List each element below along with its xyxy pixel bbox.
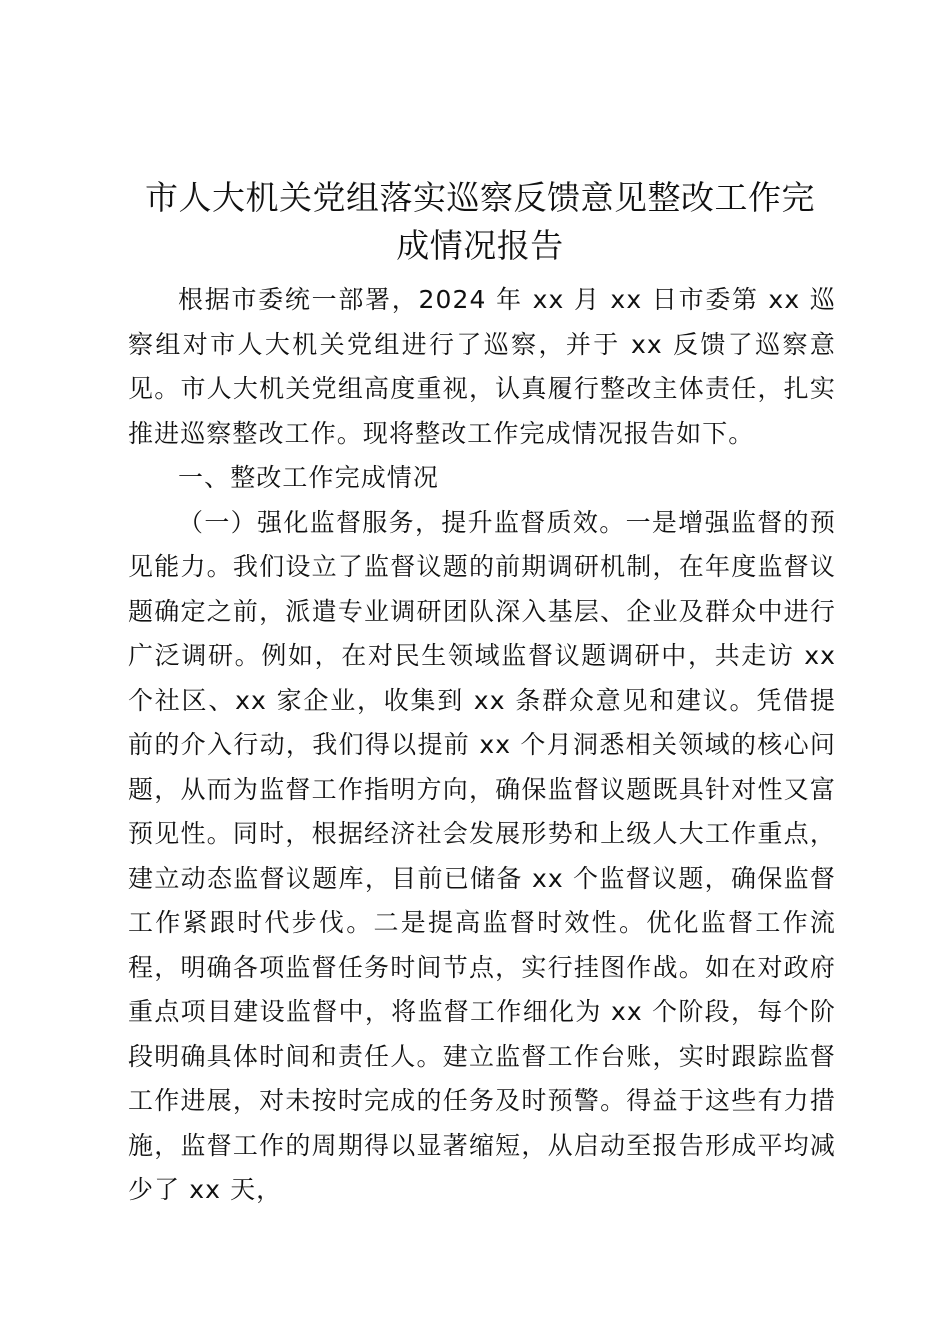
title-line-1: 市人大机关党组落实巡察反馈意见整改工作完	[145, 178, 815, 217]
document-title	[110, 174, 850, 270]
intro-paragraph: 根据市委统一部署，2024 年 xx 月 xx 日市委第 xx 巡察组对市人大机关党组进行了巡察，并于 xx 反馈了巡察意见。市人大机关党组高度重视，认真履行整改主体责任，扎实推进巡察整改工作。现将整改工作完成情况报告如下。	[128, 285, 836, 448]
title-line-2: 成情况报告	[396, 226, 564, 265]
document-body	[128, 278, 836, 1213]
section-heading: 一、整改工作完成情况	[178, 463, 440, 492]
section-paragraph: （一）强化监督服务，提升监督质效。一是增强监督的预见能力。我们设立了监督议题的前期调研机制，在年度监督议题确定之前，派遣专业调研团队深入基层、企业及群众中进行广泛调研。例如，在对民生领域监督议题调研中，共走访 xx 个社区、xx 家企业，收集到 xx 条群众意见和建议。凭借提前的介入行动，我们得以提前 xx 个月洞悉相关领域的核心问题，从而为监督工作指明方向，确保监督议题既具针对性又富预见性。同时，根据经济社会发展形势和上级人大工作重点，建立动态监督议题库，目前已储备 xx 个监督议题，确保监督工作紧跟时代步伐。二是提高监督时效性。优化监督工作流程，明确各项监督任务时间节点，实行挂图作战。如在对政府重点项目建设监督中，将监督工作细化为 xx 个阶段，每个阶段明确具体时间和责任人。建立监督工作台账，实时跟踪监督工作进展，对未按时完成的任务及时预警。得益于这些有力措施，监督工作的周期得以显著缩短，从启动至报告形成平均减少了 xx 天，	[128, 507, 836, 1204]
